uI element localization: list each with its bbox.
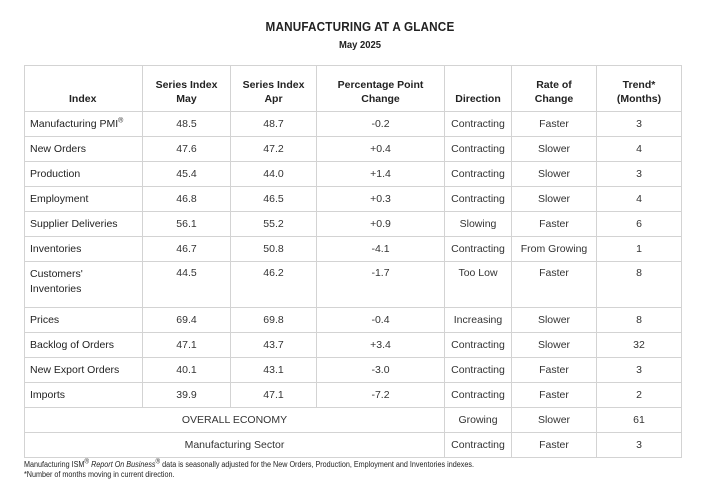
cell-change: -0.4: [317, 308, 445, 333]
cell-apr: 69.8: [231, 308, 317, 333]
cell-direction: Slowing: [445, 212, 512, 237]
cell-rate: Slower: [512, 308, 597, 333]
cell-direction: Contracting: [445, 237, 512, 262]
row-index-name: Prices: [25, 308, 143, 333]
row-index-name: Supplier Deliveries: [25, 212, 143, 237]
cell-rate: Faster: [512, 262, 597, 308]
cell-trend: 3: [597, 112, 682, 137]
cell-rate: Slower: [512, 162, 597, 187]
cell-rate: Slower: [512, 333, 597, 358]
table-row: [25, 187, 682, 212]
row-index-name: Customers' Inventories: [25, 262, 143, 308]
manufacturing-glance-table: [24, 65, 682, 458]
page-subtitle: May 2025: [338, 39, 382, 51]
table-row: [25, 383, 682, 408]
cell-trend: 4: [597, 187, 682, 212]
row-index-name: Backlog of Orders: [25, 333, 143, 358]
cell-may: 39.9: [143, 383, 231, 408]
cell-change: -7.2: [317, 383, 445, 408]
table-row: [25, 333, 682, 358]
row-index-name: Manufacturing PMI®: [25, 112, 143, 137]
cell-change: -3.0: [317, 358, 445, 383]
column-header-index: Index: [25, 66, 143, 112]
row-index-name: New Orders: [25, 137, 143, 162]
cell-direction: Growing: [445, 408, 512, 433]
cell-may: 46.7: [143, 237, 231, 262]
cell-change: -1.7: [317, 262, 445, 308]
cell-trend: 3: [597, 358, 682, 383]
summary-label: Manufacturing Sector: [25, 433, 445, 458]
cell-change: +1.4: [317, 162, 445, 187]
cell-apr: 47.1: [231, 383, 317, 408]
table-row: [25, 358, 682, 383]
cell-rate: Faster: [512, 433, 597, 458]
cell-change: +3.4: [317, 333, 445, 358]
cell-direction: Too Low: [445, 262, 512, 308]
cell-apr: 55.2: [231, 212, 317, 237]
cell-apr: 43.1: [231, 358, 317, 383]
summary-row-overall-economy: [25, 408, 682, 433]
cell-direction: Contracting: [445, 112, 512, 137]
cell-apr: 44.0: [231, 162, 317, 187]
cell-change: +0.9: [317, 212, 445, 237]
footnote-seasonal-adjustment: Manufacturing ISM® Report On Business® data is seasonally adjusted for the New Orders, Production, Employment and Inventories indexes.: [24, 458, 474, 469]
row-index-name: New Export Orders: [25, 358, 143, 383]
cell-trend: 1: [597, 237, 682, 262]
cell-rate: Faster: [512, 112, 597, 137]
table-row: [25, 237, 682, 262]
cell-apr: 47.2: [231, 137, 317, 162]
row-index-name: Production: [25, 162, 143, 187]
cell-apr: 48.7: [231, 112, 317, 137]
cell-may: 47.1: [143, 333, 231, 358]
cell-trend: 8: [597, 262, 682, 308]
row-index-name: Imports: [25, 383, 143, 408]
cell-direction: Contracting: [445, 333, 512, 358]
page-title: MANUFACTURING AT A GLANCE: [265, 19, 455, 34]
summary-row-manufacturing-sector: [25, 433, 682, 458]
cell-may: 56.1: [143, 212, 231, 237]
cell-change: -0.2: [317, 112, 445, 137]
cell-may: 48.5: [143, 112, 231, 137]
column-header-trend: Trend* (Months): [597, 66, 682, 112]
cell-direction: Contracting: [445, 358, 512, 383]
cell-rate: Slower: [512, 408, 597, 433]
footnote-trend-definition: *Number of months moving in current direction.: [24, 470, 175, 479]
cell-rate: Faster: [512, 212, 597, 237]
cell-direction: Contracting: [445, 383, 512, 408]
cell-may: 46.8: [143, 187, 231, 212]
table-row: [25, 308, 682, 333]
cell-rate: Faster: [512, 383, 597, 408]
cell-may: 40.1: [143, 358, 231, 383]
row-index-name: Employment: [25, 187, 143, 212]
column-header-change: Percentage Point Change: [317, 66, 445, 112]
cell-trend: 4: [597, 137, 682, 162]
cell-direction: Contracting: [445, 187, 512, 212]
column-header-rate: Rate of Change: [512, 66, 597, 112]
cell-apr: 50.8: [231, 237, 317, 262]
table-row: [25, 112, 682, 137]
cell-change: +0.4: [317, 137, 445, 162]
cell-may: 44.5: [143, 262, 231, 308]
cell-apr: 46.2: [231, 262, 317, 308]
cell-trend: 32: [597, 333, 682, 358]
summary-label: OVERALL ECONOMY: [25, 408, 445, 433]
table-row: [25, 212, 682, 237]
column-header-may: Series Index May: [143, 66, 231, 112]
cell-direction: Increasing: [445, 308, 512, 333]
cell-direction: Contracting: [445, 137, 512, 162]
cell-rate: Slower: [512, 187, 597, 212]
table-row: [25, 262, 682, 308]
cell-may: 69.4: [143, 308, 231, 333]
cell-rate: Slower: [512, 137, 597, 162]
cell-trend: 8: [597, 308, 682, 333]
cell-trend: 3: [597, 162, 682, 187]
row-index-name: Inventories: [25, 237, 143, 262]
table-row: [25, 162, 682, 187]
cell-rate: Faster: [512, 358, 597, 383]
column-header-apr: Series Index Apr: [231, 66, 317, 112]
cell-direction: Contracting: [445, 433, 512, 458]
cell-may: 45.4: [143, 162, 231, 187]
cell-trend: 2: [597, 383, 682, 408]
cell-may: 47.6: [143, 137, 231, 162]
cell-trend: 3: [597, 433, 682, 458]
footnotes: [24, 460, 708, 480]
cell-change: -4.1: [317, 237, 445, 262]
table-row: [25, 137, 682, 162]
cell-trend: 6: [597, 212, 682, 237]
table-header-row: [25, 66, 682, 112]
cell-change: +0.3: [317, 187, 445, 212]
cell-trend: 61: [597, 408, 682, 433]
cell-rate: From Growing: [512, 237, 597, 262]
column-header-direction: Direction: [445, 66, 512, 112]
cell-direction: Contracting: [445, 162, 512, 187]
cell-apr: 43.7: [231, 333, 317, 358]
cell-apr: 46.5: [231, 187, 317, 212]
